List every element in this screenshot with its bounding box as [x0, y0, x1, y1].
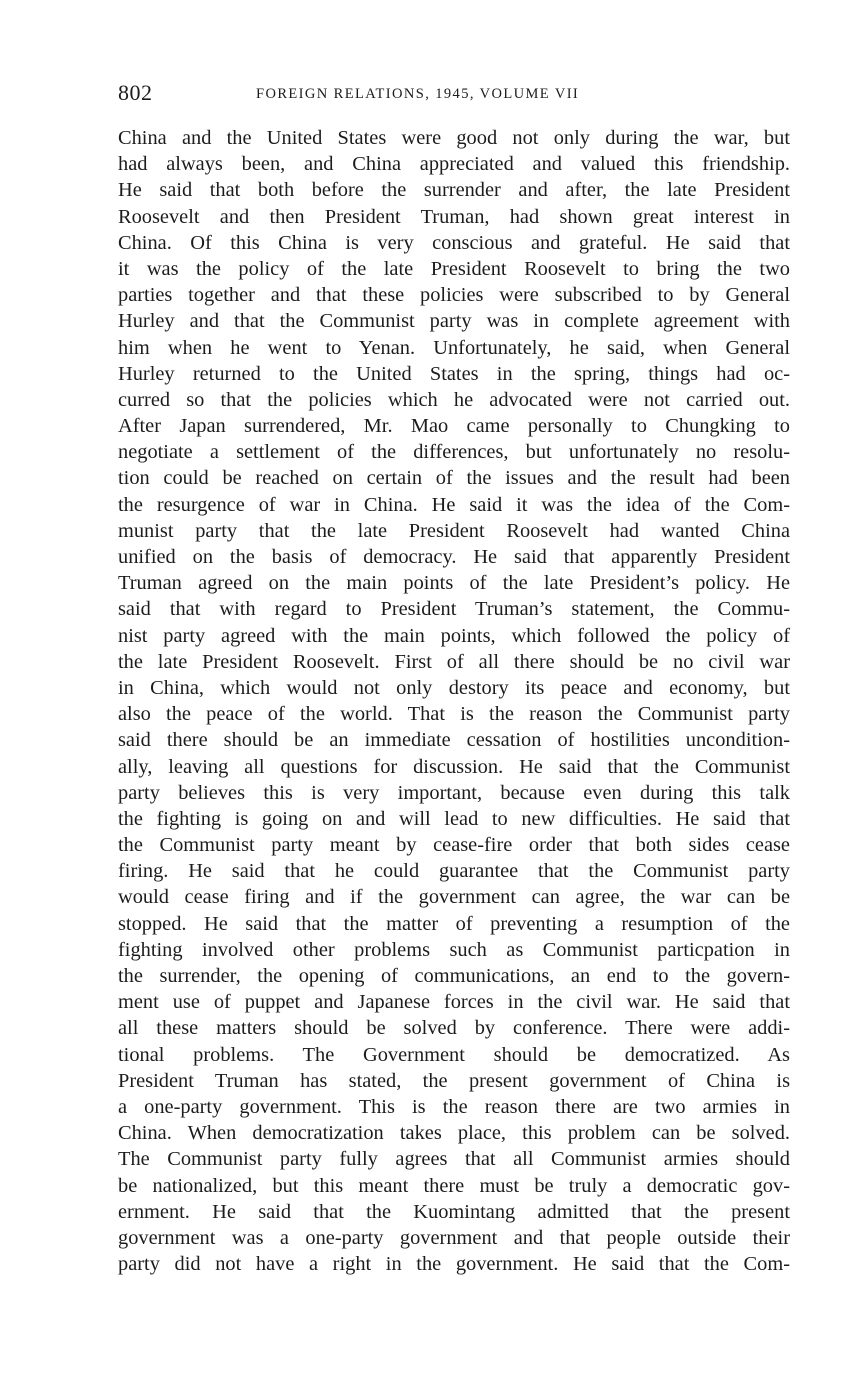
- text-line: ernment. He said that the Kuomintang admitted that the present: [118, 1200, 790, 1223]
- text-line: in China, which would not only destory its peace and economy, but: [118, 676, 790, 699]
- text-line: stopped. He said that the matter of preventing a resumption of the: [118, 912, 790, 935]
- text-line: tion could be reached on certain of the issues and the result had been: [118, 467, 790, 490]
- running-title: FOREIGN RELATIONS, 1945, VOLUME VII: [256, 86, 580, 102]
- text-line: ally, leaving all questions for discussion. He said that the Communist: [118, 755, 790, 778]
- text-line: curred so that the policies which he advocated were not carried out.: [118, 388, 790, 411]
- text-line: fighting involved other problems such as Communist particpation in: [118, 938, 790, 961]
- text-line: He said that both before the surrender and after, the late President: [118, 179, 790, 202]
- text-line: Roosevelt and then President Truman, had shown great interest in: [118, 205, 790, 228]
- text-line: ment use of puppet and Japanese forces in the civil war. He said that: [118, 991, 790, 1014]
- text-line: be nationalized, but this meant there must be truly a democratic gov-: [118, 1174, 790, 1197]
- page-header: [118, 78, 790, 108]
- text-line: nist party agreed with the main points, which followed the policy of: [118, 624, 790, 647]
- text-line: President Truman has stated, the present government of China is: [118, 1069, 790, 1092]
- text-line: negotiate a settlement of the differences, but unfortunately no resolu-: [118, 441, 790, 464]
- text-line: the surrender, the opening of communications, an end to the govern-: [118, 965, 790, 987]
- text-line: a one-party government. This is the reason there are two armies in: [118, 1095, 790, 1118]
- text-line: munist party that the late President Roosevelt had wanted China: [118, 519, 790, 542]
- text-line: parties together and that these policies were subscribed to by General: [118, 284, 790, 307]
- page-number: 802: [118, 80, 153, 105]
- text-line: would cease firing and if the government can agree, the war can be: [118, 886, 790, 909]
- text-line: party did not have a right in the government. He said that the Com-: [118, 1253, 790, 1276]
- text-line: the resurgence of war in China. He said it was the idea of the Com-: [118, 493, 790, 516]
- text-line: also the peace of the world. That is the reason the Communist party: [118, 703, 790, 726]
- text-line: party believes this is very important, because even during this talk: [118, 781, 790, 804]
- text-line: After Japan surrendered, Mr. Mao came personally to Chungking to: [118, 415, 790, 438]
- text-line: Hurley and that the Communist party was in complete agreement with: [118, 310, 790, 333]
- text-line: tional problems. The Government should be democratized. As: [118, 1043, 790, 1066]
- text-line: The Communist party fully agrees that all Communist armies should: [118, 1148, 790, 1171]
- text-line: the Communist party meant by cease-fire order that both sides cease: [118, 834, 790, 857]
- body-text: [118, 125, 790, 1277]
- text-line: all these matters should be solved by conference. There were addi-: [118, 1017, 790, 1040]
- text-line: China and the United States were good not only during the war, but: [118, 127, 790, 149]
- text-line: it was the policy of the late President Roosevelt to bring the two: [118, 257, 790, 280]
- text-line: government was a one-party government and that people outside their: [118, 1226, 790, 1249]
- text-line: unified on the basis of democracy. He said that apparently President: [118, 546, 790, 568]
- text-line: firing. He said that he could guarantee that the Communist party: [118, 860, 790, 883]
- text-line: said that with regard to President Truman’s statement, the Commu-: [118, 598, 790, 621]
- text-line: Truman agreed on the main points of the late President’s policy. He: [118, 572, 790, 595]
- text-line: China. When democratization takes place, this problem can be solved.: [118, 1122, 790, 1145]
- text-line: him when he went to Yenan. Unfortunately, he said, when General: [118, 336, 790, 359]
- text-line: Hurley returned to the United States in the spring, things had oc-: [118, 362, 790, 385]
- text-line: said there should be an immediate cessation of hostilities uncondition-: [118, 729, 790, 752]
- text-line: the fighting is going on and will lead to new difficulties. He said that: [118, 807, 790, 830]
- text-line: China. Of this China is very conscious and grateful. He said that: [118, 231, 790, 254]
- text-line: the late President Roosevelt. First of all there should be no civil war: [118, 650, 790, 673]
- text-line: had always been, and China appreciated and valued this friendship.: [118, 153, 790, 176]
